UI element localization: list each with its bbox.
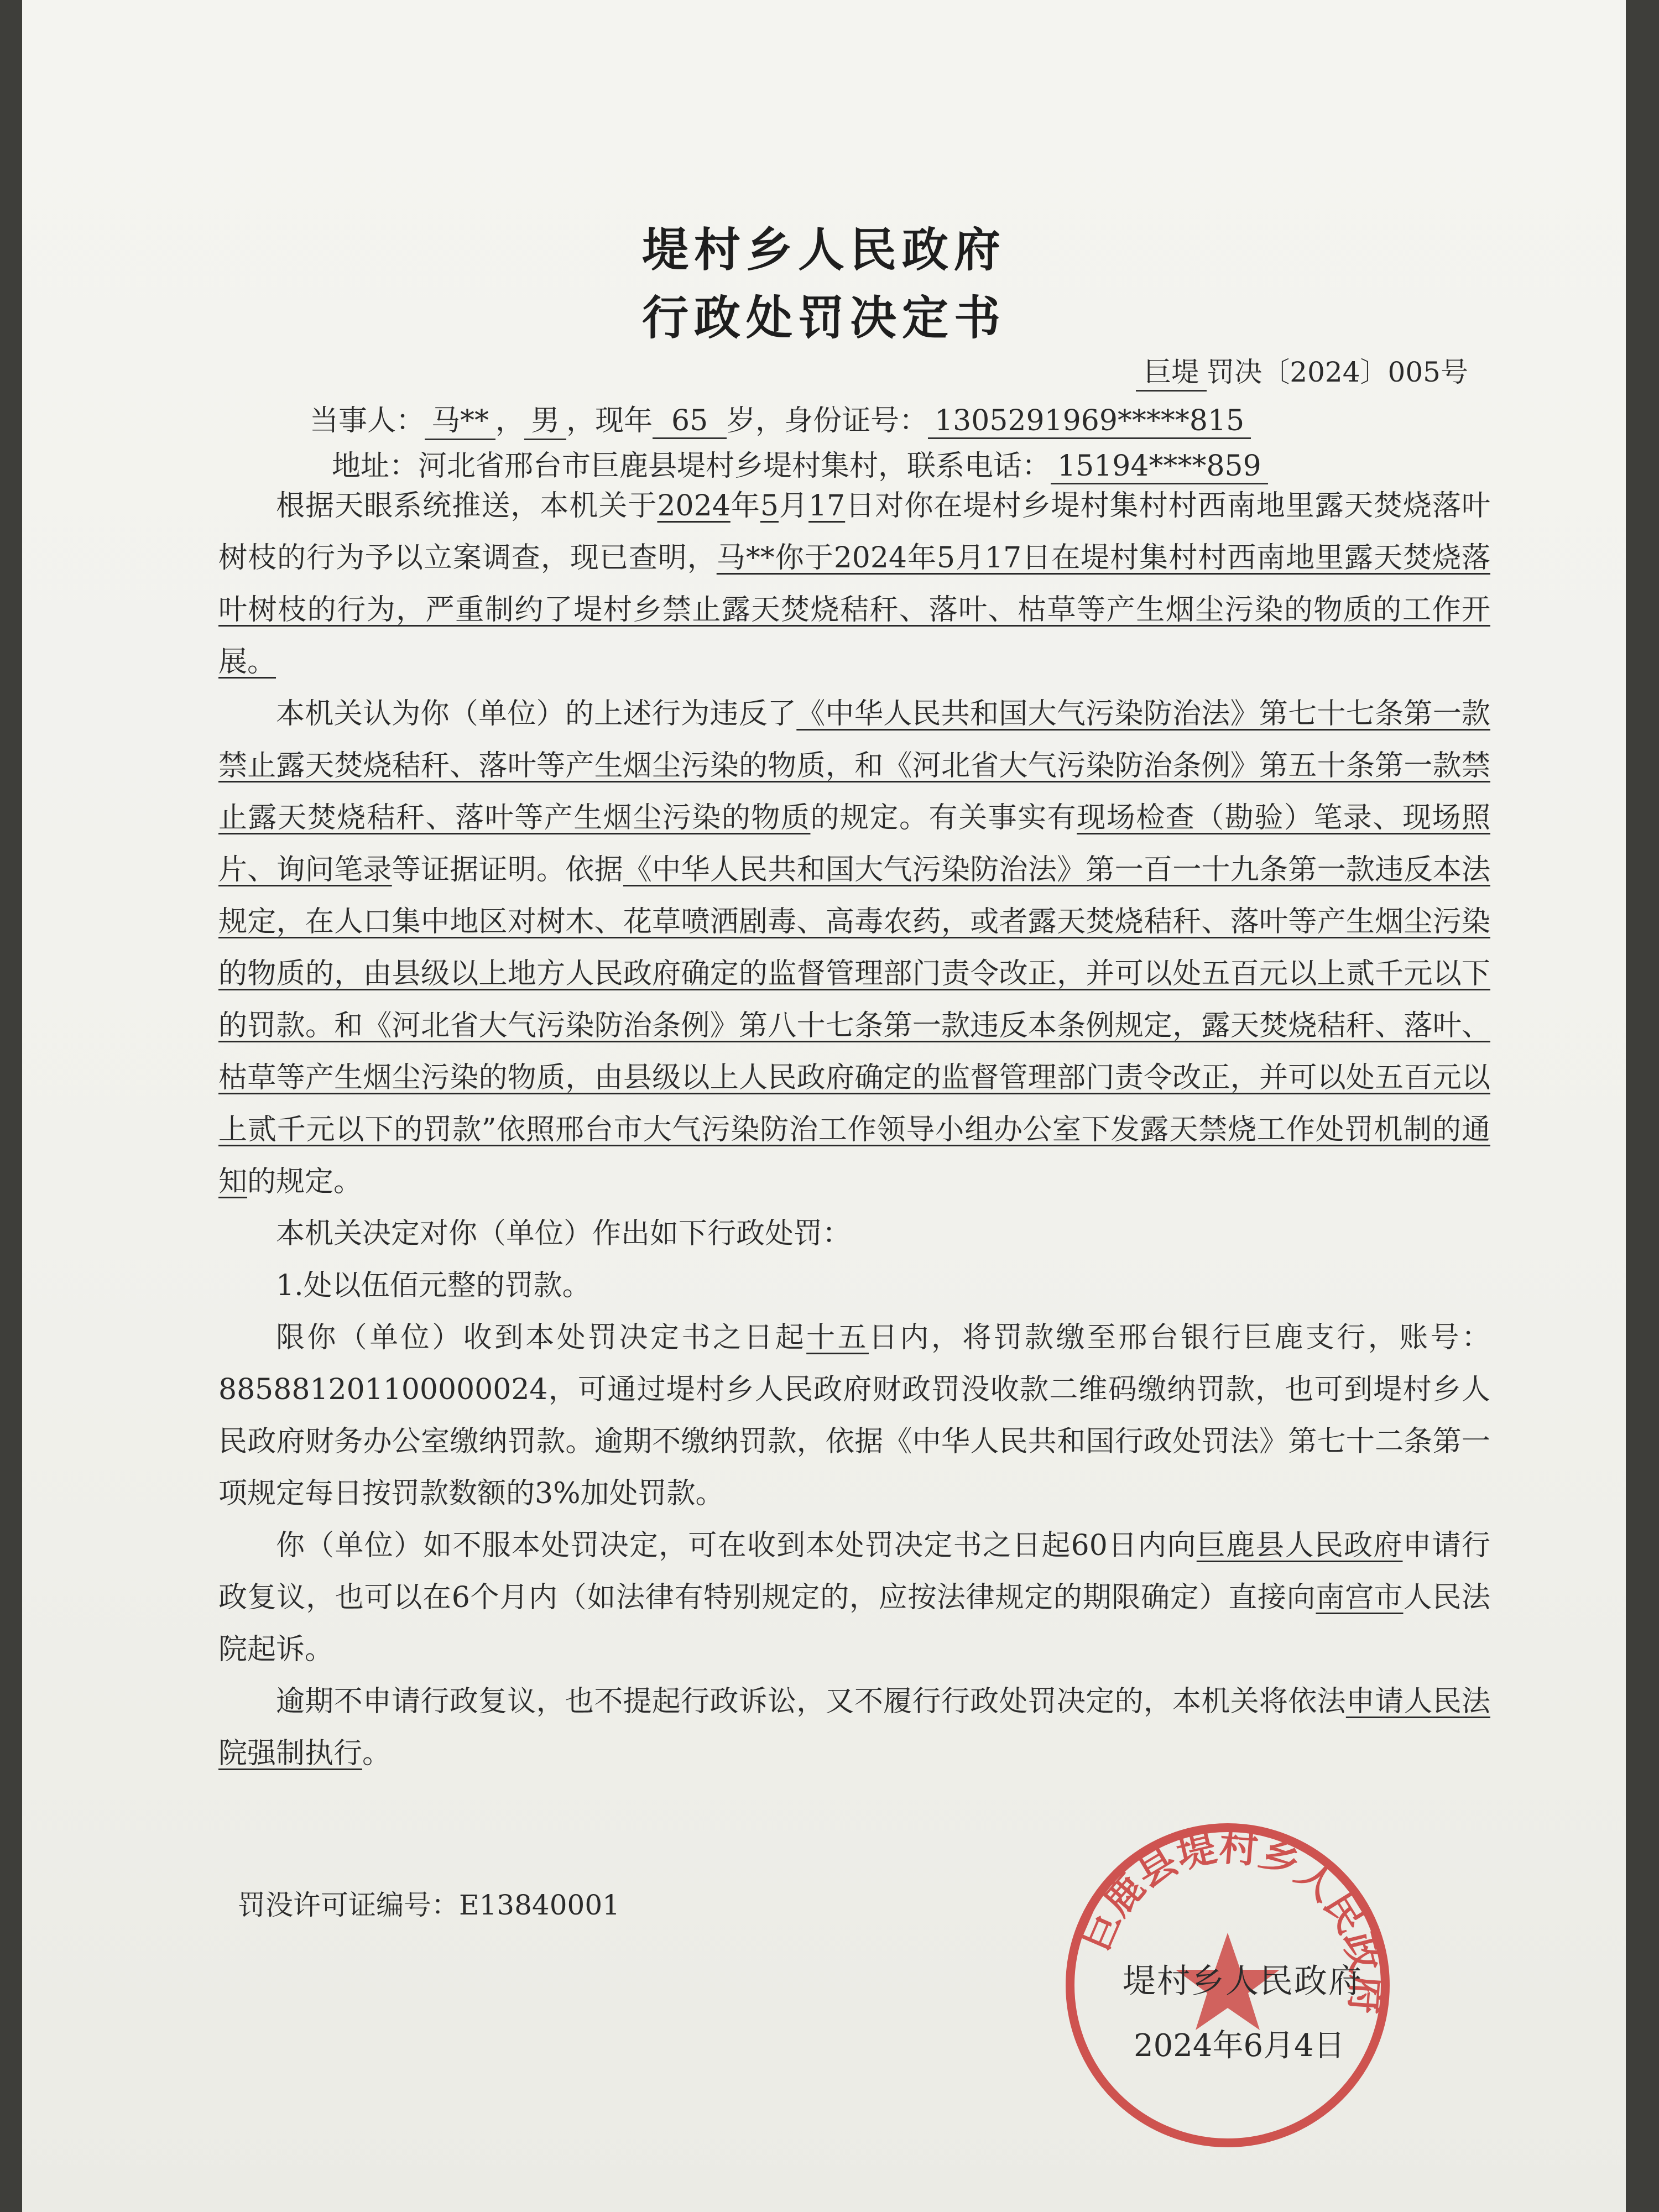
paragraph-violation <box>218 688 1490 1208</box>
p2-text-b: 的规定。有关事实有 <box>810 801 1077 834</box>
party-id-number: 1305291969*****815 <box>928 404 1251 439</box>
paragraph-enforcement <box>218 1676 1490 1780</box>
issuing-authority-title: 堤村乡人民政府 <box>641 223 1006 277</box>
p2-text-d: 的规定。 <box>247 1165 363 1198</box>
document-number-prefix: 巨堤 <box>1136 350 1207 392</box>
party-age-prefix: ，现年 <box>566 404 653 437</box>
p5-text-b: 日内，将罚款缴至邢台银行巨鹿支行，账号：885881201100000024，可通过堤村乡人民政府财政罚没收款二维码缴纳罚款，也可到堤村乡人民政府财务办公室缴纳罚款。逾期不缴纳罚款，依据《中华人民共和国行政处罚法》第七十二条第一项规定每日按罚款数额的3%加处罚款。 <box>218 1321 1490 1510</box>
p2-notice: 邢台市大气污染防治工作领导小组办公室下发露天禁烧工作处罚机制的通知 <box>218 1113 1490 1198</box>
p6-text-c: 人民法院起诉。 <box>218 1581 1490 1666</box>
phone-label: ，联系电话： <box>878 450 1051 483</box>
p2-text-c: 等证据证明。依据 <box>392 853 623 886</box>
p7-enforcement: 申请人民法院强制执行 <box>218 1685 1490 1770</box>
p7-text-b: 。 <box>362 1737 392 1770</box>
p6-text-a: 你（单位）如不服本处罚决定，可在收到本处罚决定书之日起60日内向 <box>276 1529 1197 1562</box>
document-number <box>1136 350 1468 392</box>
party-line <box>221 397 1251 440</box>
party-name: 马** <box>425 397 495 440</box>
p1-year: 2024 <box>657 489 731 523</box>
permit-number: 罚没许可证编号：E13840001 <box>238 1889 620 1921</box>
party-label: 当事人： <box>310 404 425 437</box>
p1-month: 5 <box>760 489 779 523</box>
p6-text-b: 申请行政复议，也可以在6个月内（如法律有特别规定的，应按法律规定的期限确定）直接向 <box>218 1529 1490 1614</box>
p5-days: 十五 <box>806 1321 869 1354</box>
p1-facts: 马**你于2024年5月17日在堤村集村村西南地里露天焚烧落叶树枝的行为，严重制约了堤村乡禁止露天焚烧秸秆、落叶、枯草等产生烟尘污染的物质的工作开展。 <box>218 541 1490 679</box>
issuer-signature: 堤村乡人民政府 <box>1123 1962 1363 2001</box>
p2-evidence: 现场检查（勘验）笔录、现场照片、询问笔录 <box>218 801 1490 886</box>
p1-text-a: 根据天眼系统推送，本机关于 <box>276 489 658 523</box>
address-label: 地址： <box>332 450 419 483</box>
p2-law: 《中华人民共和国大气污染防治法》第七十七条第一款禁止露天焚烧秸秆、落叶等产生烟尘污染的物质，和《河北省大气污染防治条例》第五十条第一款禁止露天焚烧秸秆、落叶等产生烟尘污染的物质 <box>218 697 1490 834</box>
p1-year-suffix: 年 <box>730 489 760 523</box>
seal-text: 巨鹿县堤村乡人民政府 <box>1072 1824 1389 2016</box>
paragraph-appeal <box>218 1520 1490 1676</box>
paragraph-investigation <box>218 480 1490 688</box>
p1-text-b: 日对你在堤村乡堤村集村村西南地里露天焚烧落叶树枝的行为予以立案调查，现已查明， <box>218 489 1490 575</box>
party-phone: 15194****859 <box>1051 450 1268 484</box>
p2-text-a: 本机关认为你（单位）的上述行为违反了 <box>276 697 797 731</box>
p6-court: 南宫市 <box>1316 1581 1404 1614</box>
p7-text-a: 逾期不申请行政复议，也不提起行政诉讼，又不履行行政处罚决定的，本机关将依法 <box>276 1685 1346 1718</box>
party-sep: ， <box>495 404 525 437</box>
party-age-suffix: 岁，身份证号： <box>727 404 928 437</box>
document-type-title: 行政处罚决定书 <box>641 291 1006 345</box>
p2-legal-basis: 《中华人民共和国大气污染防治法》第一百一十九条第一款违反本法规定，在人口集中地区对树木、花草喷洒剧毒、高毒农药，或者露天焚烧秸秆、落叶等产生烟尘污染的物质的，由县级以上地方人民政府确定的监督管理部门责令改正，并可以处五百元以上贰千元以下的罚款。和《河北省大气污染防治条例》第八十七条第一款违反本条例规定，露天焚烧秸秆、落叶、枯草等产生烟尘污染的物质，由县级以上人民政府确定的监督管理部门责令改正，并可以处五百元以上贰千元以下的罚款”依照 <box>218 853 1490 1146</box>
party-address: 河北省邢台市巨鹿县堤村乡堤村集村 <box>418 450 879 483</box>
document-page <box>22 0 1626 2212</box>
p5-text-a: 限你（单位）收到本处罚决定书之日起 <box>276 1321 807 1354</box>
paragraph-payment <box>218 1312 1490 1520</box>
p1-month-suffix: 月 <box>778 489 809 523</box>
decision-body <box>218 480 1490 1780</box>
address-line <box>221 442 1268 484</box>
issue-date: 2024年6月4日 <box>1134 2028 1345 2064</box>
p6-review-authority: 巨鹿县人民政府 <box>1196 1529 1403 1562</box>
party-age: 65 <box>653 404 727 439</box>
penalty-item-1: 1.处以伍佰元整的罚款。 <box>276 1269 591 1302</box>
paragraph-decision-intro: 本机关决定对你（单位）作出如下行政处罚： <box>276 1217 852 1250</box>
party-gender: 男 <box>524 397 566 440</box>
document-number-rest: 罚决〔2024〕005号 <box>1207 356 1468 388</box>
p1-day: 17 <box>808 489 846 523</box>
